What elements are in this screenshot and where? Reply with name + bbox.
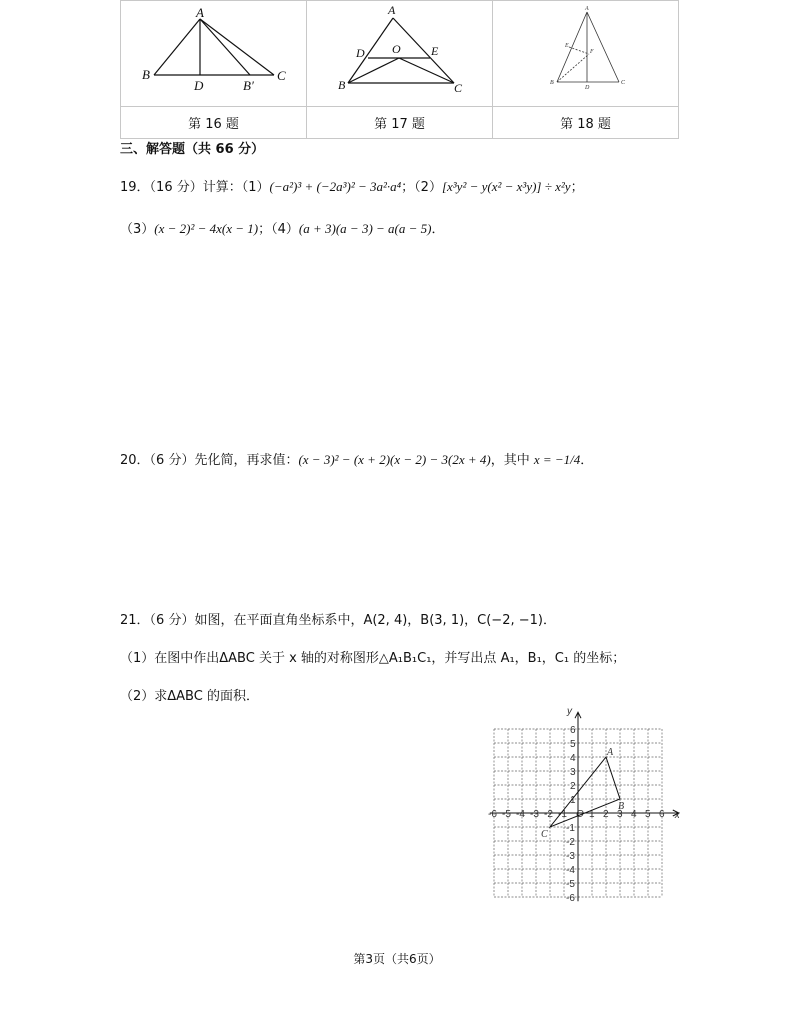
origin-label: O	[576, 809, 584, 820]
q19-end: ；	[570, 180, 584, 195]
point-label-b: B	[618, 801, 625, 812]
label-D: D	[193, 78, 203, 93]
q20-end: ．	[580, 453, 594, 468]
q19-part3: (x − 2)² − 4x(x − 1)	[154, 221, 259, 236]
x-axis-label: x	[674, 810, 680, 821]
x-tick-label: 4	[631, 809, 637, 820]
figure-caption: 第 16 题	[121, 107, 307, 139]
question-19-line1	[120, 178, 584, 197]
label-B: B	[337, 78, 345, 92]
x-tick-label: -6	[488, 809, 497, 820]
x-tick-label: -5	[502, 809, 511, 820]
q19-sep: ；（2）	[401, 180, 442, 195]
label-E: E	[564, 43, 569, 49]
label-A: A	[387, 3, 395, 17]
q19-part2: [x³y² − y(x² − x³y)] ÷ x²y	[441, 179, 571, 194]
coordinate-grid	[480, 705, 680, 905]
label-Bp: B′	[242, 78, 254, 93]
y-tick-label: -4	[566, 865, 575, 876]
x-tick-label: 6	[659, 809, 665, 820]
point-label-a: A	[607, 747, 614, 758]
y-tick-label: -3	[566, 851, 575, 862]
q20-prefix: 20．（6 分）先化简，再求值：	[120, 453, 299, 468]
q19-part4: (a + 3)(a − 3) − a(a − 5)	[298, 221, 432, 236]
y-tick-label: 5	[570, 739, 576, 750]
y-tick-label: -1	[566, 823, 575, 834]
question-20	[120, 451, 593, 470]
label-D: D	[584, 85, 589, 91]
point-label-c: C	[541, 829, 548, 840]
y-tick-label: -5	[566, 879, 575, 890]
question-21-line3: （2）求ΔABC 的面积．	[120, 689, 259, 704]
q19-p3-label: （3）	[120, 222, 155, 237]
q19-end: ．	[431, 222, 445, 237]
q20-mid: ，其中	[490, 453, 530, 468]
q19-part1: (−a²)³ + (−2a³)² − 3a²·a⁴	[269, 179, 402, 194]
figure-caption: 第 17 题	[307, 107, 493, 139]
y-tick-label: 6	[570, 725, 576, 736]
y-tick-label: 3	[570, 767, 576, 778]
x-tick-label: -1	[558, 809, 567, 820]
section-title: 三、解答题（共 66 分）	[120, 142, 265, 157]
question-21-line2: （1）在图中作出ΔABC 关于 x 轴的对称图形△A₁B₁C₁，并写出点 A₁，B₁，C₁ 的坐标；	[120, 651, 626, 666]
y-tick-label: -6	[566, 893, 575, 904]
x-tick-label: 1	[589, 809, 595, 820]
label-D: D	[355, 46, 365, 60]
label-F: F	[589, 49, 594, 55]
x-tick-label: -4	[516, 809, 525, 820]
label-C: C	[620, 80, 625, 86]
x-tick-label: 5	[645, 809, 651, 820]
page-footer: 第3页（共6页）	[353, 952, 441, 966]
label-A: A	[584, 6, 589, 12]
figure-17-diagram	[308, 1, 492, 102]
x-tick-label: 2	[603, 809, 609, 820]
y-tick-label: 4	[570, 753, 576, 764]
figure-18-diagram	[494, 1, 678, 102]
q20-expression: (x − 3)² − (x + 2)(x − 2) − 3(2x + 4)	[298, 452, 491, 467]
x-tick-label: -3	[530, 809, 539, 820]
label-B: B	[549, 80, 554, 86]
label-A: A	[195, 5, 204, 20]
label-B: B	[141, 67, 150, 82]
y-axis-label: y	[567, 706, 572, 718]
q20-condition: x = −1/4	[533, 452, 581, 467]
figure-16	[121, 1, 307, 107]
label-C: C	[276, 68, 286, 83]
x-tick-label: -2	[544, 809, 553, 820]
x-tick-label: 3	[617, 809, 623, 820]
y-tick-label: -2	[566, 837, 575, 848]
figure-18	[493, 1, 679, 107]
figure-17	[307, 1, 493, 107]
q19-prefix: 19．（16 分）计算：（1）	[120, 180, 270, 195]
figure-16-diagram	[122, 1, 306, 102]
question-19-line2	[120, 220, 445, 239]
y-tick-label: 2	[570, 781, 576, 792]
label-C: C	[453, 81, 462, 95]
label-E: E	[430, 44, 438, 58]
figure-table	[120, 0, 679, 139]
label-O: O	[391, 42, 401, 56]
question-21-line1: 21．（6 分）如图，在平面直角坐标系中，A(2, 4)，B(3, 1)，C(−2, −1)．	[120, 613, 556, 628]
figure-caption: 第 18 题	[493, 107, 679, 139]
q19-sep: ；（4）	[258, 222, 299, 237]
y-tick-label: 1	[570, 795, 576, 806]
